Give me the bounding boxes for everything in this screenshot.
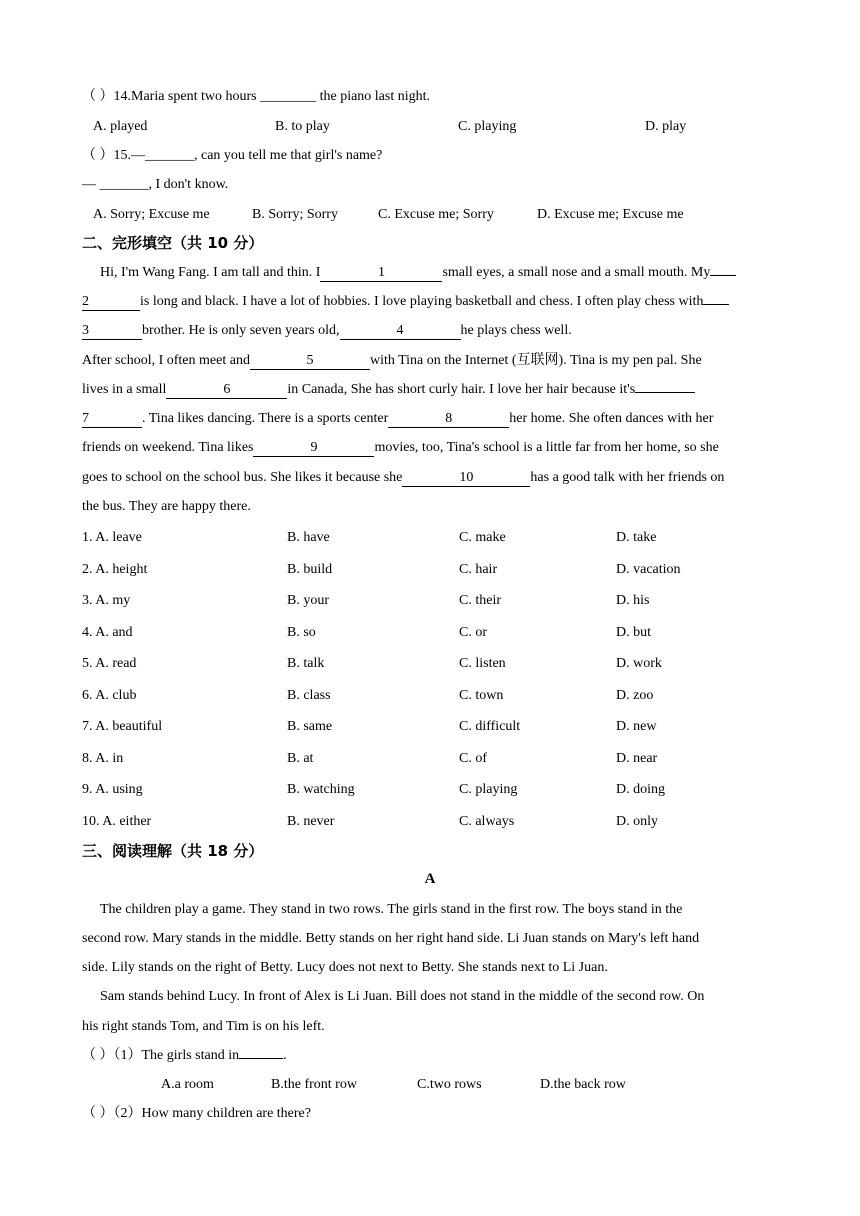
cloze-choice-5-b: B. talk (287, 656, 325, 671)
cloze-choice-6-a: 6. A. club (82, 687, 137, 703)
cloze-choice-6-d: D. zoo (616, 687, 654, 703)
cloze-choice-1-c: C. make (459, 530, 506, 545)
passage-line: Sam stands behind Lucy. In front of Alex is Li Juan. Bill does not stand in the middle of the second row. On (100, 989, 705, 1004)
question-text: 14.Maria spent two hours ________ the piano last night. (113, 89, 431, 104)
question-15 (82, 147, 382, 165)
cloze-choice-7-d: D. new (616, 719, 657, 734)
blank-7-start (635, 392, 695, 393)
cloze-choice-4-c: C. or (459, 624, 487, 640)
option-b: B.the front row (271, 1077, 357, 1092)
passage-line: side. Lily stands on the right of Betty. Lucy does not next to Betty. She stands next to Li Juan. (82, 960, 608, 975)
cloze-choice-8-c: C. of (459, 750, 487, 766)
cloze-choice-2-a: 2. A. height (82, 561, 148, 577)
blank-5: 5 (250, 353, 370, 370)
cloze-choice-4-d: D. but (616, 624, 651, 640)
cloze-line: goes to school on the school bus. She likes it because she 10 has a good talk with her friends on (82, 470, 725, 485)
cloze-line: 7 . Tina likes dancing. There is a sports center 8 her home. She often dances with her (82, 411, 714, 426)
cloze-choice-3-c: C. their (459, 593, 501, 608)
option-c: C. playing (458, 119, 517, 134)
cloze-choice-3-b: B. your (287, 593, 329, 608)
blank-4: 4 (340, 323, 461, 340)
cloze-choice-1-b: B. have (287, 530, 330, 545)
cloze-choice-5-a: 5. A. read (82, 656, 137, 671)
blank-6: 6 (166, 382, 287, 399)
cloze-choice-9-d: D. doing (616, 782, 665, 797)
question-14 (82, 88, 430, 106)
option-d: D.the back row (540, 1077, 626, 1092)
blank-7: 7 (82, 411, 142, 428)
cloze-choice-7-a: 7. A. beautiful (82, 719, 163, 734)
blank-1: 1 (320, 265, 442, 282)
section-title: 二、完形填空（共 10 分） (82, 234, 264, 252)
cloze-line: lives in a small 6 in Canada, She has short curly hair. I love her hair because it's (82, 381, 695, 399)
cloze-choice-10-c: C. always (459, 813, 515, 829)
passage-label: A (424, 871, 436, 887)
blank-9: 9 (253, 440, 374, 457)
cloze-choice-7-b: B. same (287, 719, 333, 734)
cloze-choice-6-b: B. class (287, 687, 331, 703)
option-b: B. to play (275, 119, 330, 134)
blank-10: 10 (402, 470, 530, 487)
option-a: A. played (93, 119, 148, 134)
passage-line: second row. Mary stands in the middle. Betty stands on her right hand side. Li Juan stands on Mary's left hand (82, 931, 700, 946)
answer-paren: （ ） (82, 148, 114, 163)
passage-line: The children play a game. They stand in two rows. The girls stand in the first row. The boys stand in the (100, 902, 683, 917)
answer-blank (239, 1058, 283, 1059)
cloze-choice-10-a: 10. A. either (82, 813, 152, 829)
reading-question-2: （ ）（2）How many children are there? (82, 1106, 311, 1121)
cloze-choice-9-b: B. watching (287, 782, 355, 797)
option-b: B. Sorry; Sorry (252, 207, 338, 222)
blank-2-start (710, 275, 736, 276)
cloze-line: the bus. They are happy there. (82, 499, 251, 514)
cloze-line: 2 is long and black. I have a lot of hobbies. I love playing basketball and chess. I often play chess with (82, 293, 729, 311)
option-d: D. play (645, 119, 687, 134)
option-c: C. Excuse me; Sorry (378, 207, 494, 222)
cloze-choice-9-a: 9. A. using (82, 782, 143, 797)
cloze-choice-4-b: B. so (287, 624, 316, 640)
section-title: 三、阅读理解（共 18 分） (82, 842, 264, 860)
cloze-choice-9-c: C. playing (459, 782, 518, 797)
cloze-choice-3-a: 3. A. my (82, 593, 131, 608)
option-c: C.two rows (417, 1077, 482, 1092)
cloze-choice-1-a: 1. A. leave (82, 530, 142, 545)
cloze-choice-10-b: B. never (287, 813, 335, 829)
answer-paren: （ ） (82, 1048, 114, 1063)
reading-question-1: （ ）（1）The girls stand in . (82, 1048, 287, 1063)
cloze-choice-8-b: B. at (287, 750, 314, 766)
cloze-line: 3 brother. He is only seven years old, 4 he plays chess well. (82, 323, 572, 338)
cloze-line: Hi, I'm Wang Fang. I am tall and thin. I 1 small eyes, a small nose and a small mouth. My (100, 264, 736, 282)
option-a: A. Sorry; Excuse me (93, 207, 210, 222)
cloze-choice-8-a: 8. A. in (82, 750, 124, 766)
cloze-choice-2-c: C. hair (459, 561, 498, 577)
question-text: 15.—_______, can you tell me that girl's name? (113, 148, 383, 163)
cloze-choice-5-c: C. listen (459, 656, 506, 671)
cloze-choice-4-a: 4. A. and (82, 624, 133, 640)
cloze-choice-6-c: C. town (459, 687, 504, 703)
option-a: A.a room (161, 1077, 214, 1092)
blank-2: 2 (82, 294, 140, 311)
cloze-choice-2-b: B. build (287, 561, 333, 577)
cloze-line: friends on weekend. Tina likes 9 movies, too, Tina's school is a little far from her home, so she (82, 440, 719, 455)
answer-paren: （ ） (82, 89, 114, 104)
cloze-choice-7-c: C. difficult (459, 719, 521, 734)
cloze-choice-10-d: D. only (616, 813, 658, 829)
option-d: D. Excuse me; Excuse me (537, 207, 684, 222)
cloze-choice-1-d: D. take (616, 530, 657, 545)
cloze-choice-8-d: D. near (616, 750, 658, 766)
question-15-line2: — _______, I don't know. (82, 177, 229, 192)
passage-line: his right stands Tom, and Tim is on his left. (82, 1019, 325, 1034)
blank-3-start (703, 304, 729, 305)
cloze-line: After school, I often meet and 5 with Tina on the Internet (互联网). Tina is my pen pal. She (82, 353, 702, 368)
cloze-choice-2-d: D. vacation (616, 561, 681, 577)
blank-8: 8 (388, 411, 509, 428)
cloze-choice-5-d: D. work (616, 656, 662, 671)
cloze-choice-3-d: D. his (616, 593, 650, 608)
answer-paren: （ ） (82, 1106, 114, 1121)
blank-3: 3 (82, 323, 142, 340)
